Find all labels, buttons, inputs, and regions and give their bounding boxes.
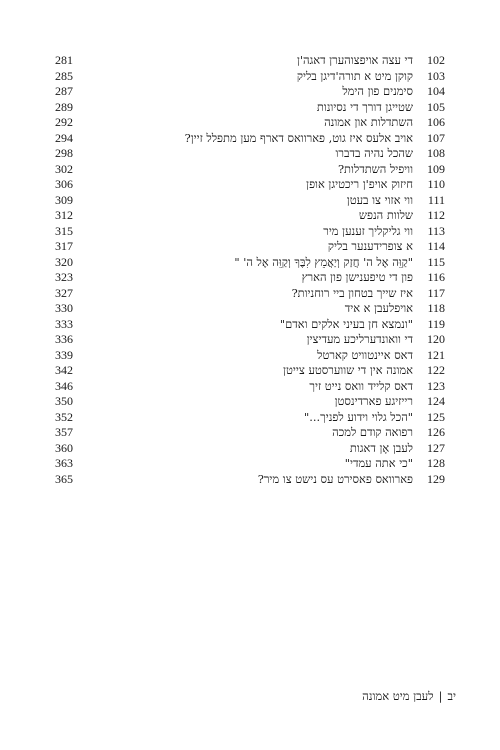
toc-entry: [55, 53, 445, 69]
footer-book-title: לעבן מיט אמונה: [362, 689, 434, 703]
toc-entry: [55, 301, 445, 317]
toc-entry: [55, 224, 445, 240]
toc-entry-title: "כי אתה עמדי": [344, 456, 413, 470]
toc-entry: [55, 193, 445, 209]
toc-entry-page: 352: [55, 409, 73, 424]
toc-entry-number: 123: [427, 378, 445, 393]
toc-entry-number: 121: [427, 347, 445, 362]
footer-page-number: יב: [447, 689, 456, 703]
toc-entry-title: פון די טיפענישן פון הארץ: [301, 270, 413, 284]
toc-entry: [55, 472, 445, 488]
toc-entry-number: 115: [427, 254, 445, 269]
toc-entry: [55, 379, 445, 395]
toc-entry-number: 109: [427, 161, 445, 176]
toc-entry-title: אויב אלעס איז גוט, פארוואס דארף מען מתפלל זיין?: [184, 130, 413, 145]
toc-entry-title: חיזוק אויפ'ן ריכטיגן אופן: [306, 177, 413, 191]
toc-entry: [55, 177, 445, 193]
toc-entry-page: 287: [55, 84, 73, 98]
toc-entry-page: 302: [55, 161, 73, 176]
toc-entry-number: 114: [427, 239, 445, 253]
toc-entry-page: 342: [55, 363, 73, 377]
toc-entry-number: 120: [427, 332, 445, 346]
toc-entry: [55, 348, 445, 364]
toc-entry-title: רפואה קודם למכה: [332, 425, 413, 439]
toc-entry-number: 128: [427, 456, 445, 470]
toc-entry-title: פארוואס פאסירט עס נישט צו מיר?: [257, 471, 413, 486]
toc-entry-title: "קַוֵּה אֶל ה' חֲזַק וְיַאֲמֵץ לִבֶּךָ וְקַוֵּה אֶל ה' ": [234, 254, 413, 269]
toc-entry-title: לעבן אָן דאגות: [349, 440, 413, 455]
toc-entry-page: 336: [55, 332, 73, 346]
toc-entry-title: וויפיל השתדלות?: [337, 161, 413, 176]
toc-entry-number: 119: [427, 316, 445, 331]
toc-entry-page: 289: [55, 99, 73, 114]
toc-entry-title: שטייגן דורך די נסיונות: [316, 99, 413, 114]
toc-entry-number: 124: [427, 394, 445, 408]
toc-entry: [55, 162, 445, 178]
toc-entry-number: 125: [427, 409, 445, 424]
toc-entry-title: די וואונדערליכע מעדיצין: [306, 332, 413, 346]
toc-entry-page: 360: [55, 440, 73, 455]
footer-separator: |: [438, 689, 443, 703]
toc-entry-number: 116: [427, 270, 445, 284]
toc-entry: [55, 332, 445, 348]
toc-entry-title: סימנים פון הימל: [342, 84, 413, 98]
toc-entry: [55, 363, 445, 379]
toc-entry-page: 320: [55, 254, 73, 269]
toc-entry-number: 110: [427, 177, 445, 191]
toc-entry: [55, 100, 445, 116]
toc-entry-number: 126: [427, 425, 445, 439]
toc-entry-page: 298: [55, 146, 73, 160]
toc-entry-title: קוקן מיט א תורה'דיגן בליק: [296, 68, 413, 83]
toc-entry-page: 357: [55, 425, 73, 439]
toc-entry-number: 118: [427, 301, 445, 315]
toc-entry-page: 309: [55, 192, 73, 207]
toc-entry-page: 363: [55, 456, 73, 470]
toc-entry-number: 112: [427, 208, 445, 222]
toc-entry-title: "הכל גלוי וידוע לפניך...": [304, 409, 413, 424]
toc-entry: [55, 317, 445, 333]
toc-entry: [55, 255, 445, 271]
toc-entry: [55, 69, 445, 85]
toc-entry-page: 285: [55, 68, 73, 83]
toc-entry-title: אמונה אין די שווערסטע צייטן: [283, 363, 413, 377]
toc-entry-page: 327: [55, 285, 73, 300]
toc-entry-number: 105: [427, 99, 445, 114]
toc-entry-page: 350: [55, 394, 73, 408]
toc-entry: [55, 394, 445, 410]
toc-entry-page: 317: [55, 239, 73, 253]
toc-entry-number: 129: [427, 471, 445, 486]
toc-entry-title: די עצה אויפצוהערן דאגה'ן: [296, 53, 413, 67]
toc-entry-number: 104: [427, 84, 445, 98]
toc-entry-title: א צופרידענער בליק: [327, 239, 413, 253]
toc-entry-number: 107: [427, 130, 445, 145]
toc-entry-title: רייזיגע פארדינסטן: [334, 394, 413, 408]
toc-entry-title: דאס איינטוויט קארטל: [317, 347, 413, 362]
toc-entry: [55, 146, 445, 162]
toc-entry: [55, 441, 445, 457]
toc-entry-page: 333: [55, 316, 73, 331]
toc-entry: [55, 84, 445, 100]
toc-entry-page: 339: [55, 347, 73, 362]
toc-entry-title: "ונמצא חן בעיני אלקים ואדם": [279, 316, 413, 331]
toc-entry-number: 117: [427, 285, 445, 300]
toc-entry: [55, 115, 445, 131]
toc-entry-title: ווי גליקליך זענען מיר: [323, 223, 413, 238]
toc-entry-number: 102: [427, 53, 445, 67]
toc-entry: [55, 270, 445, 286]
toc-entry-page: 294: [55, 130, 73, 145]
toc-entry-number: 111: [427, 192, 445, 207]
toc-entry-page: 281: [55, 53, 73, 67]
toc-entry-number: 113: [427, 223, 445, 238]
toc-entry: [55, 425, 445, 441]
toc-entry-number: 108: [427, 146, 445, 160]
toc-entry-page: 323: [55, 270, 73, 284]
toc-entry-number: 103: [427, 68, 445, 83]
toc-entry: [55, 208, 445, 224]
toc-entry-title: שהכל נהיה בדברו: [335, 146, 413, 160]
toc-entry-title: דאס קלייד וואס נייט זיך: [309, 378, 413, 393]
toc-entry: [55, 286, 445, 302]
toc-entry-number: 106: [427, 115, 445, 129]
toc-entry-page: 312: [55, 208, 73, 222]
toc-entry-title: אויפלעבן א איד: [344, 301, 413, 315]
table-of-contents: [55, 53, 445, 487]
toc-entry-title: ווי אזוי צו בעטן: [346, 192, 413, 207]
toc-entry-page: 306: [55, 177, 73, 191]
toc-entry-title: שלוות הנפש: [358, 208, 413, 222]
toc-entry-page: 292: [55, 115, 73, 129]
toc-entry: [55, 410, 445, 426]
toc-entry: [55, 456, 445, 472]
toc-entry-page: 346: [55, 378, 73, 393]
toc-entry-title: השתדלות און אמונה: [324, 115, 413, 129]
toc-entry-number: 127: [427, 440, 445, 455]
toc-entry-title: איז שייך בטחון ביי רוחניות?: [291, 285, 413, 300]
toc-entry-page: 365: [55, 471, 73, 486]
toc-entry-page: 315: [55, 223, 73, 238]
toc-entry: [55, 239, 445, 255]
toc-entry-number: 122: [427, 363, 445, 377]
page-footer: [362, 689, 456, 703]
toc-entry-page: 330: [55, 301, 73, 315]
toc-entry: [55, 131, 445, 147]
